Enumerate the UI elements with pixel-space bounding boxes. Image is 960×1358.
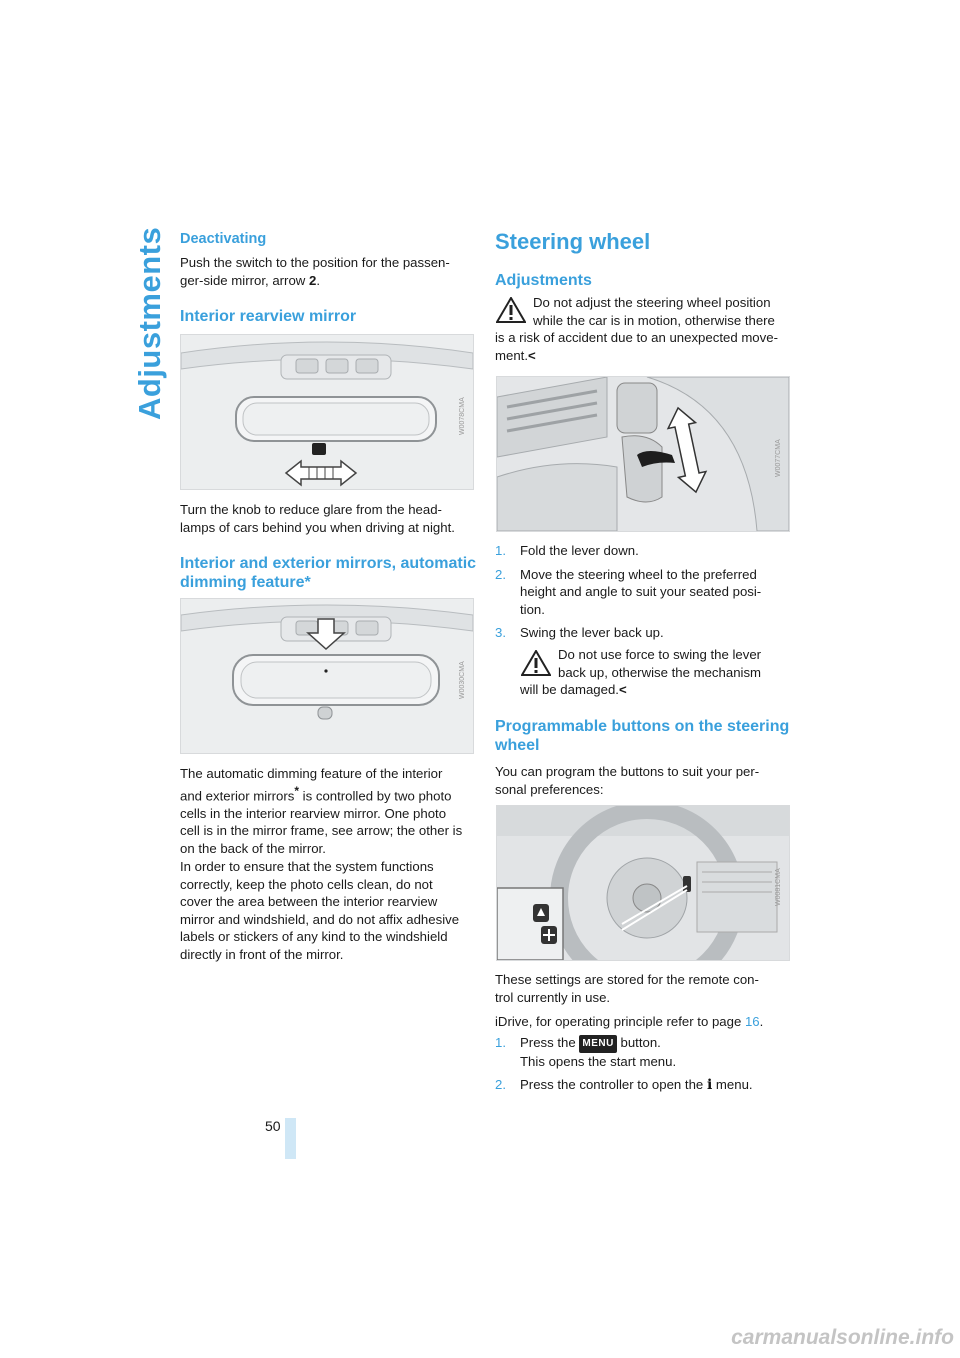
figure-code: W0077CMA	[775, 439, 782, 477]
page-number: 50	[265, 1118, 281, 1134]
text-span: ger-side mirror, arrow	[180, 272, 306, 288]
list-item	[495, 1076, 795, 1095]
text-line: labels or stickers of any kind to the windshield	[180, 929, 448, 945]
page-marker-bar	[285, 1118, 296, 1159]
auto-dimming-illustration	[181, 599, 473, 753]
text-line: trol currently in use.	[495, 989, 611, 1005]
adjustments-heading: Adjustments	[495, 272, 592, 289]
auto-dimming-figure	[180, 598, 474, 754]
text-line: back up, otherwise the mechanism	[558, 664, 762, 680]
text-line: while the car is in motion, otherwise there	[533, 312, 775, 328]
text-span: Press the controller to open the	[520, 1077, 707, 1093]
list-item	[495, 1034, 795, 1053]
list-text: This opens the start menu.	[520, 1053, 677, 1069]
list-item	[495, 624, 795, 642]
end-mark: <	[527, 347, 536, 363]
deactivating-heading: Deactivating	[180, 231, 267, 247]
text-span: ment.	[495, 347, 528, 363]
glare-text	[180, 501, 480, 536]
adjust-steps-list	[495, 542, 795, 642]
text-line: Turn the knob to reduce glare from the head-	[180, 502, 442, 517]
text-line: You can program the buttons to suit your per-	[495, 764, 760, 779]
text-line: In order to ensure that the system functions	[180, 859, 434, 874]
figure-code: W0078CMA	[459, 397, 466, 435]
heading-line: Programmable buttons on the steering	[495, 718, 790, 735]
idrive-reference	[495, 1013, 795, 1031]
list-number: 2.	[495, 566, 506, 582]
list-number: 2.	[495, 1077, 506, 1093]
text-line: cells in the interior rearview mirror. One photo	[180, 805, 447, 821]
steering-lever-figure	[496, 376, 790, 532]
interior-mirror-heading: Interior rearview mirror	[180, 308, 357, 325]
steering-buttons-illustration	[497, 806, 789, 960]
text-span: and exterior mirrors	[180, 787, 295, 803]
text-line	[180, 783, 480, 805]
list-text: Swing the lever back up.	[520, 625, 664, 641]
auto-dimming-text-1	[180, 765, 480, 857]
list-number: 1.	[495, 543, 506, 558]
arrow-number: 2	[308, 272, 317, 288]
list-number: 1.	[495, 1035, 506, 1050]
list-number: 3.	[495, 625, 506, 641]
stored-settings-text	[495, 971, 795, 1006]
optional-star: *	[294, 783, 299, 798]
text-line: The automatic dimming feature of the interior	[180, 766, 443, 781]
steering-lever-illustration	[497, 377, 789, 531]
list-item	[495, 542, 795, 560]
programmable-text	[495, 763, 795, 798]
text-span: .	[316, 272, 320, 288]
list-text: Move the steering wheel to the preferred	[520, 566, 757, 582]
text-span: will be damaged.	[520, 682, 619, 698]
text-line: correctly, keep the photo cells clean, do not	[180, 876, 433, 892]
text-line: mirror and windshield, and do not affix adhesive	[180, 911, 460, 927]
auto-dimming-text-2	[180, 858, 480, 964]
text-span: button.	[616, 1035, 661, 1050]
text-span: .	[759, 1014, 764, 1029]
text-line: Do not use force to swing the lever	[558, 647, 762, 662]
text-line	[180, 272, 480, 290]
text-line: These settings are stored for the remote con-	[495, 972, 759, 987]
list-text: tion.	[520, 601, 545, 617]
text-line: Push the switch to the position for the passen-	[180, 255, 450, 270]
heading-line: wheel	[495, 737, 540, 754]
interior-mirror-figure	[180, 334, 474, 490]
text-line: Do not adjust the steering wheel position	[533, 295, 771, 310]
steering-wheel-heading: Steering wheel	[495, 229, 651, 254]
heading-line: Interior and exterior mirrors, automatic	[180, 555, 477, 572]
list-item	[495, 566, 795, 619]
text-line: on the back of the mirror.	[180, 840, 326, 856]
page-reference-link[interactable]: 16	[744, 1014, 760, 1029]
figure-code: W0030CMA	[459, 661, 466, 699]
text-line	[520, 681, 800, 699]
text-line: lamps of cars behind you when driving at night.	[180, 519, 455, 535]
text-span: Press the	[520, 1035, 580, 1050]
figure-code: W0081CMA	[775, 868, 782, 906]
text-line: directly in front of the mirror.	[180, 946, 344, 962]
text-span: iDrive, for operating principle refer to page	[495, 1014, 745, 1029]
text-span: menu.	[712, 1077, 753, 1093]
info-menu-icon: i	[706, 1077, 713, 1094]
heading-line: dimming feature*	[180, 574, 311, 591]
deactivating-text	[180, 254, 480, 289]
steering-buttons-figure	[496, 805, 790, 961]
warning-text-1	[495, 294, 795, 364]
end-mark: <	[618, 682, 627, 698]
watermark: carmanualsonline.info	[731, 1326, 954, 1349]
idrive-steps-list	[495, 1034, 795, 1095]
list-text: height and angle to suit your seated posi-	[520, 584, 762, 600]
text-line: cover the area between the interior rearview	[180, 894, 438, 910]
auto-dimming-heading	[180, 554, 480, 592]
text-span: is controlled by two photo	[299, 787, 452, 803]
side-tab	[122, 226, 167, 432]
text-line: sonal preferences:	[495, 781, 604, 797]
text-line: cell is in the mirror frame, see arrow; the other is	[180, 823, 463, 839]
programmable-buttons-heading	[495, 717, 795, 755]
interior-mirror-illustration	[181, 335, 473, 489]
side-tab-label: Adjustments	[132, 226, 167, 420]
warning-text-2	[520, 646, 800, 699]
text-line	[495, 347, 795, 365]
text-line: is a risk of accident due to an unexpected move-	[495, 330, 778, 346]
menu-button-icon: MENU	[579, 1035, 616, 1053]
list-text: Fold the lever down.	[520, 543, 639, 558]
